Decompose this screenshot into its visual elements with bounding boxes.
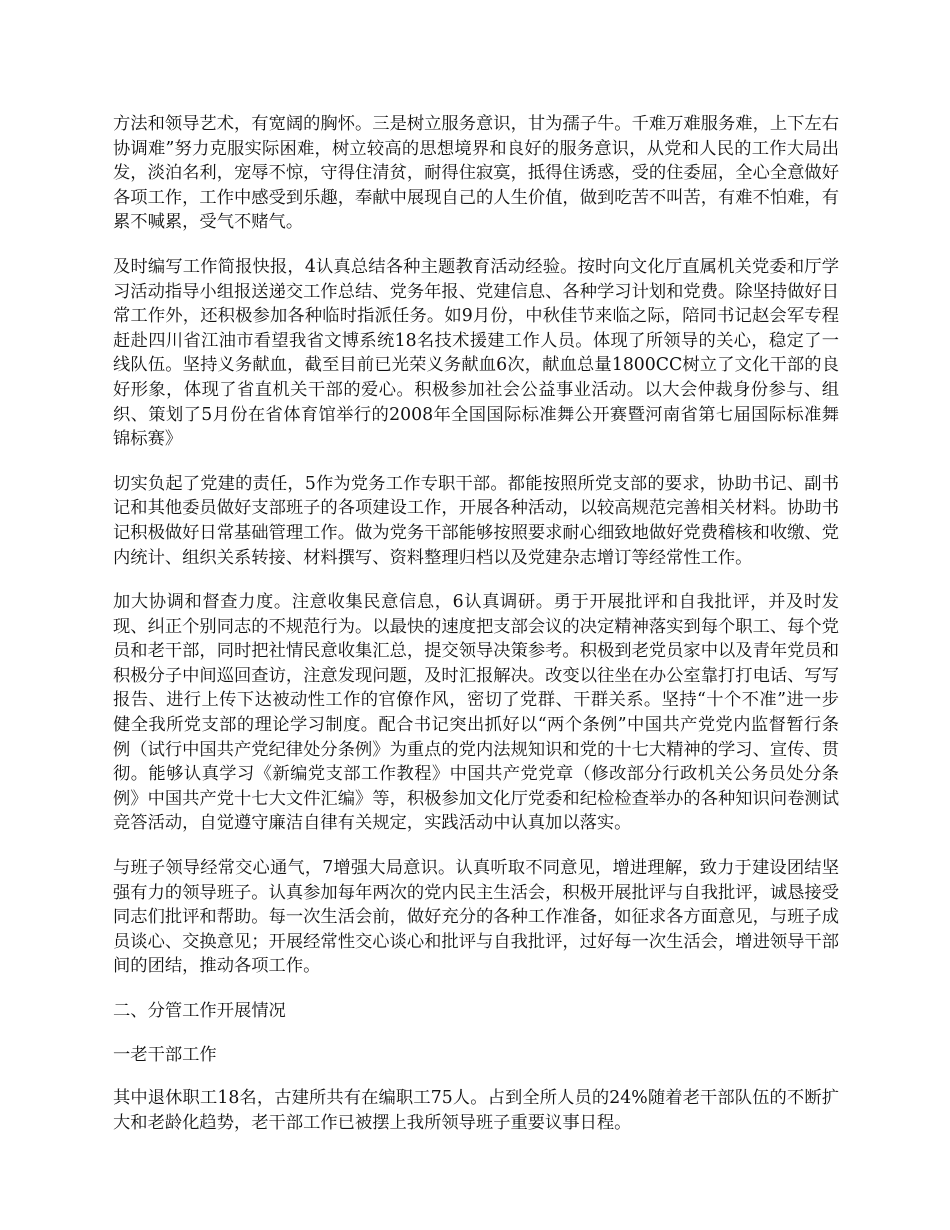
paragraph-service-awareness: 方法和领导艺术，有宽阔的胸怀。三是树立服务意识，甘为孺子牛。千难万难服务难，上下左右协调难”努力克服实际困难，树立较高的思想境界和良好的服务意识，从党和人民的工作大局出发，淡泊名利，宠辱不惊，守得住清贫，耐得住寂寞，抵得住诱惑，受的住委屈，全心全意做好各项工作，工作中感受到乐趣，奉献中展现自己的人生价值，做到吃苦不叫苦，有难不怕难，有累不喊累，受气不赌气。 bbox=[113, 114, 839, 233]
document-body bbox=[113, 112, 839, 1155]
paragraph-briefing-reports: 及时编写工作简报快报，4认真总结各种主题教育活动经验。按时向文化厅直属机关党委和厅学习活动指导小组报送递交工作总结、党务年报、党建信息、各种学习计划和党费。除坚持做好日常工作外，还积极参加各种临时指派任务。如9月份，中秋佳节来临之际，陪同书记赵会军专程赶赴四川省江油市看望我省文博系统18名技术援建工作人员。体现了所领导的关心，稳定了一线队伍。坚持义务献血，截至目前已光荣义务献血6次，献血总量1800CC树立了文化干部的良好形象，体现了省直机关干部的爱心。积极参加社会公益事业活动。以大会仲裁身份参与、组织、策划了5月份在省体育馆举行的2008年全国国际标准舞公开赛暨河南省第七届国际标准舞锦标赛》 bbox=[113, 256, 839, 450]
paragraph-team-communication: 与班子领导经常交心通气，7增强大局意识。认真听取不同意见，增进理解，致力于建设团结坚强有力的领导班子。认真参加每年两次的党内民主生活会，积极开展批评与自我批评，诚恳接受同志们批评和帮助。每一次生活会前，做好充分的各种工作准备，如征求各方面意见，与班子成员谈心、交换意见；开展经常性交心谈心和批评与自我批评，过好每一次生活会，增进领导干部间的团结，推动各项工作。 bbox=[113, 858, 839, 977]
section-heading: 二、分管工作开展情况 bbox=[113, 1001, 286, 1021]
paragraph-coordination-supervision: 加大协调和督查力度。注意收集民意信息，6认真调研。勇于开展批评和自我批评，并及时发现、纠正个别同志的不规范行为。以最快的速度把支部会议的决定精神落实到每个职工、每个党员和老干部，同时把社情民意收集汇总，提交领导决策参考。积极到老党员家中以及青年党员和积极分子中间巡回查访，注意发现问题，及时汇报解决。改变以往坐在办公室靠打打电话、写写报告、进行上传下达被动性工作的官僚作风，密切了党群、干群关系。坚持“十个不准”进一步健全我所党支部的理论学习制度。配合书记突出抓好以“两个条例”中国共产党党内监督暂行条例（试行中国共产党纪律处分条例》为重点的党内法规知识和党的十七大精神的学习、宣传、贯彻。能够认真学习《新编党支部工作教程》中国共产党党章（修改部分行政机关公务员处分条例》中国共产党十七大文件汇编》等，积极参加文化厅党委和纪检检查举办的各种知识问卷测试竞答活动，自觉遵守廉洁自律有关规定，实践活动中认真加以落实。 bbox=[113, 592, 839, 834]
paragraph-party-building: 切实负起了党建的责任，5作为党务工作专职干部。都能按照所党支部的要求，协助书记、副书记和其他委员做好支部班子的各项建设工作，开展各种活动，以较高规范完善相关材料。协助书记积极做好日常基础管理工作。做为党务干部能够按照要求耐心细致地做好党费稽核和收缴、党内统计、组织关系转接、材料撰写、资料整理归档以及党建杂志增订等经常性工作。 bbox=[113, 473, 839, 568]
paragraph-retired-staff: 其中退休职工18名，古建所共有在编职工75人。占到全所人员的24%随着老干部队伍的不断扩大和老龄化趋势，老干部工作已被摆上我所领导班子重要议事日程。 bbox=[113, 1088, 839, 1133]
subsection-heading: 一老干部工作 bbox=[113, 1044, 217, 1065]
